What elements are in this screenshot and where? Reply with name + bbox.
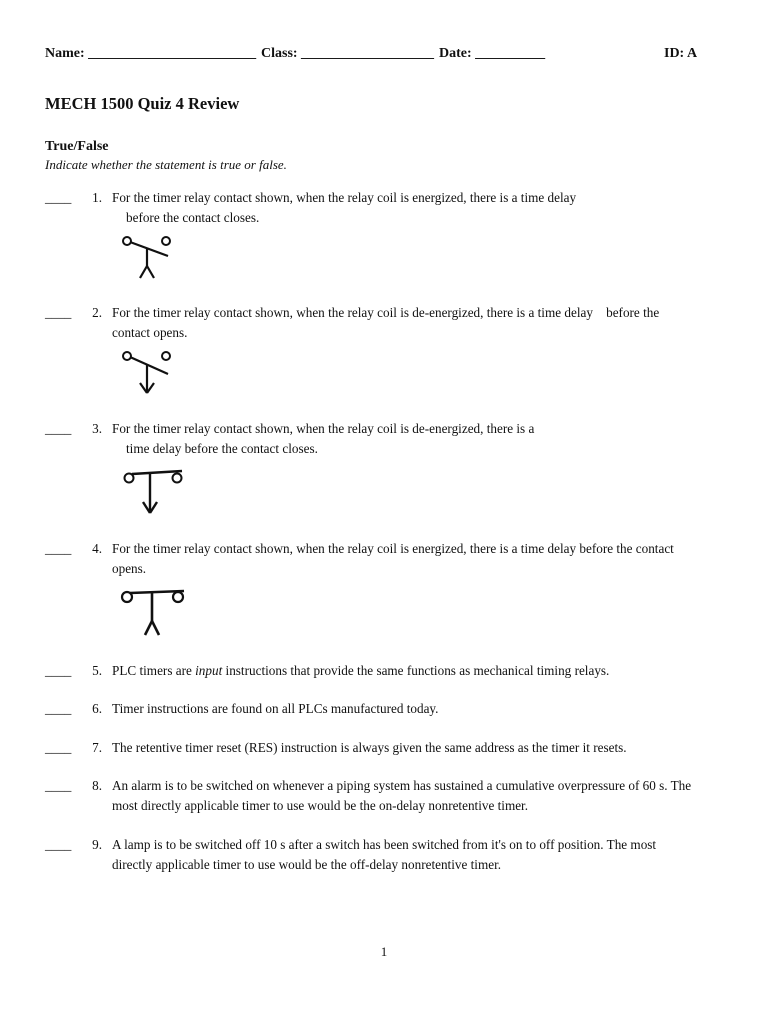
question-number: 5. <box>92 663 102 678</box>
question-number: 2. <box>92 305 102 320</box>
page-number: 1 <box>380 944 388 959</box>
answer-blank[interactable]: ____ <box>45 190 72 205</box>
answer-blank[interactable]: ____ <box>45 740 72 755</box>
id-label: ID: A <box>664 46 698 61</box>
question-text: For the timer relay contact shown, when the relay coil is energized, there is a time delay before the contact opens. <box>112 541 674 576</box>
question-number: 6. <box>92 701 102 716</box>
question-text: PLC timers are input instructions that provide the same functions as mechanical timing relays. <box>112 663 610 678</box>
question-text: For the timer relay contact shown, when the relay coil is de-energized, there is a time delay before the contact opens. <box>112 305 660 340</box>
question-number: 4. <box>92 541 102 556</box>
answer-blank[interactable]: ____ <box>45 778 72 793</box>
section-instruction: Indicate whether the statement is true or false. <box>45 157 287 172</box>
answer-blank[interactable]: ____ <box>45 421 72 436</box>
question-text: For the timer relay contact shown, when the relay coil is de-energized, there is a time delay before the contact closes. <box>112 421 535 456</box>
timer-contact-nc-open-arrow-up-icon <box>118 232 178 282</box>
question-text: The retentive timer reset (RES) instruction is always given the same address as the timer it resets. <box>112 740 627 755</box>
answer-blank[interactable]: ____ <box>45 837 72 852</box>
answer-blank[interactable]: ____ <box>45 541 72 556</box>
timer-contact-nc-arrow-up-icon <box>118 585 190 641</box>
timer-contact-nc-arrow-down-icon <box>120 466 190 520</box>
question-text: For the timer relay contact shown, when the relay coil is energized, there is a time delay before the contact closes. <box>112 190 577 225</box>
answer-blank[interactable]: ____ <box>45 663 72 678</box>
answer-blank[interactable]: ____ <box>45 701 72 716</box>
question-number: 1. <box>92 190 102 205</box>
answer-blank[interactable]: ____ <box>45 305 72 320</box>
question-number: 8. <box>92 778 102 793</box>
question-number: 9. <box>92 837 102 852</box>
timer-contact-no-arrow-down-icon <box>118 348 178 400</box>
question-text: Timer instructions are found on all PLCs manufactured today. <box>112 701 439 716</box>
question-text: A lamp is to be switched off 10 s after a switch has been switched from it's on to off position. The most directly applicable timer to use would be the off-delay nonretentive timer. <box>112 837 657 872</box>
section-heading: True/False <box>45 139 109 154</box>
question-number: 7. <box>92 740 102 755</box>
date-field: Date: __________ <box>439 46 546 61</box>
class-field: Class: ___________________ <box>261 46 435 61</box>
page-title: MECH 1500 Quiz 4 Review <box>45 94 240 113</box>
name-field: Name: ________________________ <box>45 46 257 61</box>
question-text: An alarm is to be switched on whenever a piping system has sustained a cumulative overpressure of 60 s. The most directly applicable timer to use would be the on-delay nonretentive timer. <box>112 778 692 813</box>
question-number: 3. <box>92 421 102 436</box>
